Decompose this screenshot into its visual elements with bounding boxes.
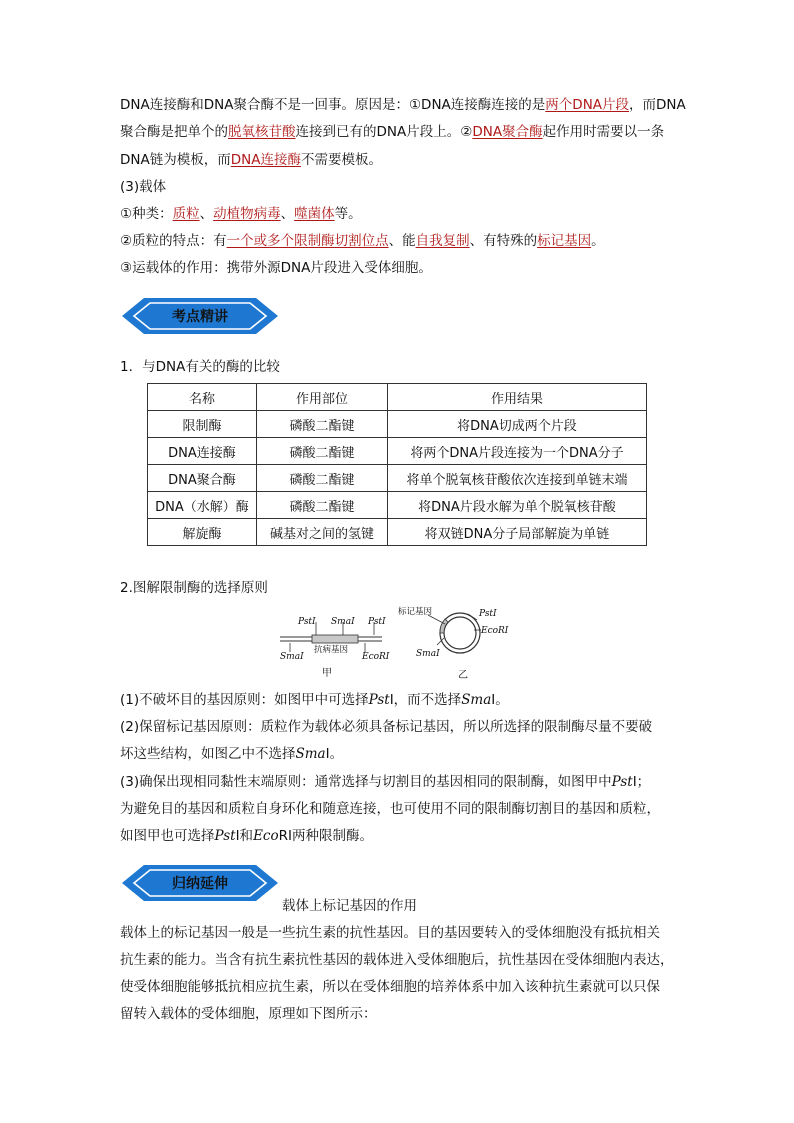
vector-role: ③运载体的作用：携带外源DNA片段进入受体细胞。 xyxy=(120,260,432,276)
italic-text: Pst xyxy=(611,774,633,790)
emphasis-text: 噬菌体 xyxy=(294,206,335,222)
vector-types xyxy=(120,204,362,224)
plasmid-ring xyxy=(440,613,480,653)
plasmid-features xyxy=(120,231,605,251)
table-cell: 限制酶 xyxy=(148,411,257,438)
emphasis-text: 质粒 xyxy=(172,206,200,222)
text: 、能 xyxy=(388,233,416,249)
text: 如图甲也可选择 xyxy=(120,828,215,844)
text: 。 xyxy=(591,233,605,249)
para1-line2 xyxy=(120,122,664,142)
principle-1 xyxy=(120,690,509,710)
text: 、 xyxy=(280,206,295,222)
text: ，而DNA xyxy=(629,97,686,113)
marker-gene-segment xyxy=(440,619,448,633)
enzyme-comparison-table xyxy=(147,383,647,546)
emphasis-text: DNA聚合酶 xyxy=(472,124,543,140)
table-row xyxy=(148,411,647,438)
ecor-site-label: EcoRⅠ xyxy=(362,652,390,662)
text: ①种类： xyxy=(120,206,173,222)
figure-label-yi: 乙 xyxy=(458,670,468,681)
pst-site-label: PstⅠ xyxy=(479,609,497,619)
figure-label-jia: 甲 xyxy=(322,668,332,679)
table-cell: DNA连接酶 xyxy=(148,438,257,465)
text: 、 xyxy=(199,206,214,222)
text: (1)不破坏目的基因原则：如图甲中可选择 xyxy=(120,692,369,708)
text: 、有特殊的 xyxy=(469,233,538,249)
table-cell: 将DNA切成两个片段 xyxy=(388,411,647,438)
table-cell: 碱基对之间的氢键 xyxy=(257,519,388,546)
section-banner-kaodian xyxy=(122,298,278,334)
emphasis-text: 自我复制 xyxy=(415,233,470,249)
table-header: 名称 xyxy=(148,384,257,411)
table-cell: 磷酸二酯键 xyxy=(257,411,388,438)
table-cell: DNA（水解）酶 xyxy=(148,492,257,519)
para1-line1 xyxy=(120,95,686,115)
emphasis-text: 一个或多个限制酶切割位点 xyxy=(226,233,389,249)
para1-line3 xyxy=(120,150,382,170)
table-row xyxy=(148,465,647,492)
section2-title: 2.图解限制酶的选择原则 xyxy=(120,580,268,596)
table-cell: 磷酸二酯键 xyxy=(257,438,388,465)
table-row xyxy=(148,519,647,546)
table-cell: 将双链DNA分子局部解旋为单链 xyxy=(388,519,647,546)
italic-text: Sma xyxy=(461,692,492,708)
banner-title: 考点精讲 xyxy=(172,309,228,325)
marker-gene-label: 标记基因 xyxy=(398,607,433,617)
table-row xyxy=(148,438,647,465)
emphasis-text: 两个DNA片段 xyxy=(545,97,630,113)
table-row xyxy=(148,492,647,519)
italic-text: Pst xyxy=(214,828,236,844)
marker-para-line2: 抗生素的能力。当含有抗生素抗性基因的载体进入受体细胞后，抗性基因在受体细胞内表达， xyxy=(120,952,674,968)
text: (3)确保出现相同黏性末端原则：通常选择与切割目的基因相同的限制酶，如图甲中 xyxy=(120,774,612,790)
text: 坏这些结构，如图乙中不选择 xyxy=(120,746,296,762)
emphasis-text: 标记基因 xyxy=(537,233,592,249)
text: 起作用时需要以一条 xyxy=(542,124,665,140)
marker-para-line4: 留转入载体的受体细胞，原理如下图所示： xyxy=(120,1006,377,1022)
text: RⅠ两种限制酶。 xyxy=(278,828,373,844)
emphasis-text: DNA连接酶 xyxy=(230,152,301,168)
text: DNA链为模板，而 xyxy=(120,152,231,168)
text: Ⅰ。 xyxy=(491,692,509,708)
text: Ⅰ，而不选择 xyxy=(389,692,462,708)
marker-para-line1: 载体上的标记基因一般是一些抗生素的抗性基因。目的基因要转入的受体细胞没有抵抗相关 xyxy=(120,925,660,941)
table-cell: 将两个DNA片段连接为一个DNA分子 xyxy=(388,438,647,465)
principle-2-line2 xyxy=(120,744,343,764)
gene-segment xyxy=(312,635,358,643)
table-header: 作用结果 xyxy=(388,384,647,411)
text: 不需要模板。 xyxy=(300,152,382,168)
sma-site-label: SmaⅠ xyxy=(280,652,304,662)
banner-title: 归纳延伸 xyxy=(172,876,228,892)
principle-3-line2: 为避免目的基因和质粒自身环化和随意连接，也可使用不同的限制酶切割目的基因和质粒， xyxy=(120,801,660,817)
table-cell: 磷酸二酯键 xyxy=(257,492,388,519)
text: 聚合酶是把单个的 xyxy=(120,124,228,140)
principle-3-line3 xyxy=(120,826,373,846)
vector-heading: (3)载体 xyxy=(120,179,167,195)
ecor-site-label: EcoRⅠ xyxy=(481,626,509,636)
table-cell: 解旋酶 xyxy=(148,519,257,546)
gene-label: 抗病基因 xyxy=(314,645,349,655)
principle-2-line1: (2)保留标记基因原则：质粒作为载体必须具备标记基因，所以所选择的限制酶尽量不要破 xyxy=(120,719,653,735)
table-header: 作用部位 xyxy=(257,384,388,411)
text: 连接到已有的DNA片段上。② xyxy=(295,124,473,140)
emphasis-text: 动植物病毒 xyxy=(213,206,281,222)
pst-site-label: PstⅠ xyxy=(368,617,386,627)
text: Ⅰ和 xyxy=(235,828,254,844)
text: ②质粒的特点：有 xyxy=(120,233,227,249)
table-cell: 磷酸二酯键 xyxy=(257,465,388,492)
marker-para-line3: 使受体细胞能够抵抗相应抗生素，所以在受体细胞的培养体系中加入该种抗生素就可以只保 xyxy=(120,979,660,995)
sma-site-label: SmaⅠ xyxy=(331,617,355,627)
text: Ⅰ； xyxy=(632,774,651,790)
italic-text: Eco xyxy=(253,828,279,844)
emphasis-text: 脱氧核苷酸 xyxy=(228,124,296,140)
table-cell: 将DNA片段水解为单个脱氧核苷酸 xyxy=(388,492,647,519)
text: Ⅰ。 xyxy=(325,746,344,762)
section-banner-guina xyxy=(122,865,278,901)
restriction-site-diagram xyxy=(270,600,530,682)
subtitle: 载体上标记基因的作用 xyxy=(282,898,417,914)
principle-3-line1 xyxy=(120,772,650,792)
text: 等。 xyxy=(334,206,362,222)
table-cell: DNA聚合酶 xyxy=(148,465,257,492)
italic-text: Sma xyxy=(295,746,326,762)
pst-site-label: PstⅠ xyxy=(298,617,316,627)
italic-text: Pst xyxy=(368,692,390,708)
text: DNA连接酶和DNA聚合酶不是一回事。原因是：①DNA连接酶连接的是 xyxy=(120,97,546,113)
table-cell: 将单个脱氧核苷酸依次连接到单链末端 xyxy=(388,465,647,492)
section1-title: 1．与DNA有关的酶的比较 xyxy=(120,359,280,375)
sma-site-label: SmaⅠ xyxy=(416,649,440,659)
table-header-row xyxy=(148,384,647,411)
